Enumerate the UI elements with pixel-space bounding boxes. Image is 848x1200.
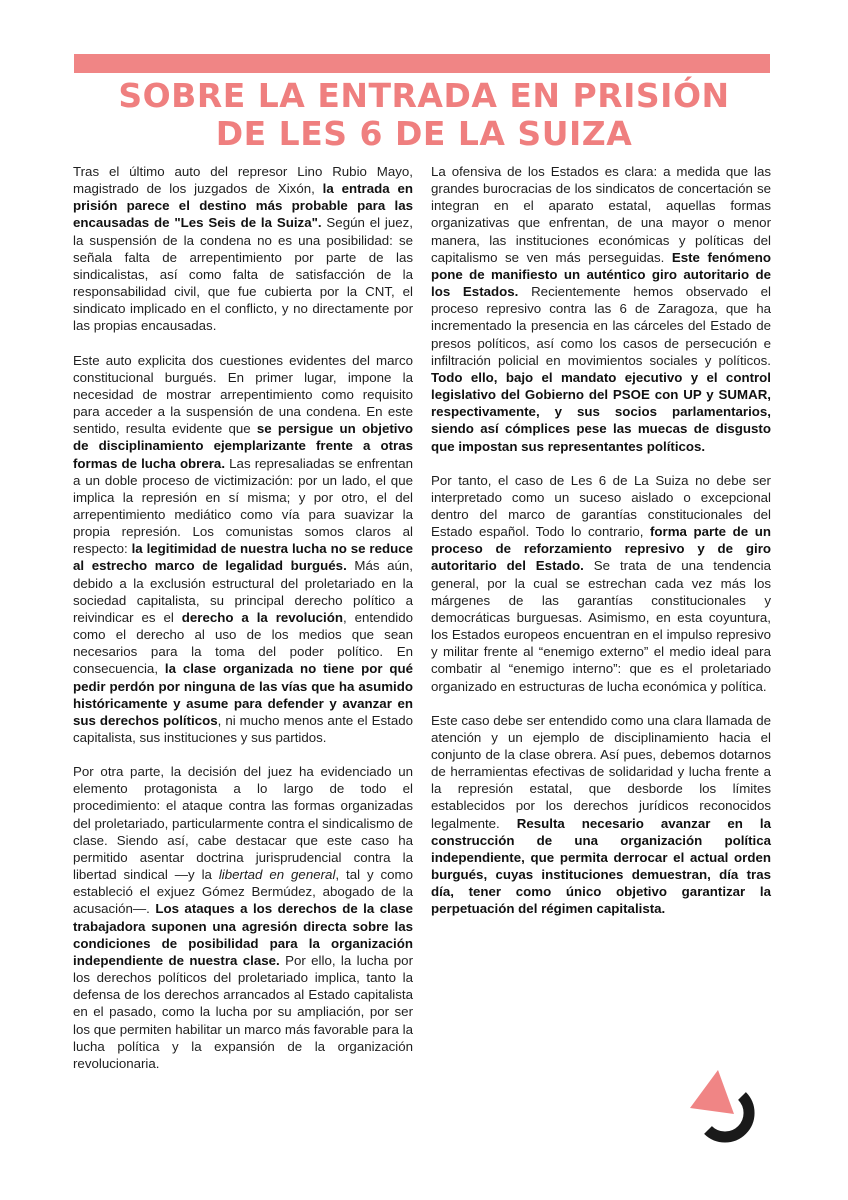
bold-text: derecho a la revolución: [181, 609, 343, 625]
text-run: Este caso debe ser entendido como una clara llamada de atención y un ejemplo de disciplinamiento hacia el conjunto de la clase obrera. Así pues, debemos dotarnos de herramientas efectivas de solidaridad y lucha frente a la represión estatal, que desborde los límites establecidos por los derechos jurídicos reconocidos legalmente.: [431, 712, 771, 831]
paragraph: [73, 352, 413, 747]
text-run: Recientemente hemos observado el proceso represivo contra las 6 de Zaragoza, que ha incrementado la presencia en las cárceles del Estado de presos políticos, así como los casos de persecución e infiltración policial en movimientos sociales y políticos.: [431, 284, 772, 368]
bold-text: Resulta necesario avanzar en la construcción de una organización política independiente, que permita derrocar el actual orden burgués, cuyas instituciones demuestran, día tras día, tener como único objetivo garantizar la perpetuación del régimen capitalista.: [431, 815, 771, 917]
bold-text: Todo ello, bajo el mandato ejecutivo y el control legislativo del Gobierno del PSOE con UP y SUMAR, respectivamente, y sus socios parlamentarios, siendo así cómplices pese las muecas de disgusto que impostan sus representantes políticos.: [431, 369, 771, 454]
title-line-2: DE LES 6 DE LA SUIZA: [215, 114, 633, 153]
italic-text: libertad en general: [218, 867, 336, 883]
text-run: Por tanto, el caso de Les 6 de La Suiza no debe ser interpretado como un suceso aislado o excepcional dentro del marco de garantías constitucionales del Estado español. Todo lo contrario,: [431, 472, 771, 540]
text-run: Por ello, la lucha por los derechos políticos del proletariado implica, tanto la defensa de los derechos arrancados al Estado capitalista en el pasado, como la lucha por su ampliación, por ser los que permiten habilitar un marco más favorable para la lucha política y la expansión de la organización revolucionaria.: [73, 952, 414, 1071]
left-column: [73, 163, 413, 1089]
title-line-1: SOBRE LA ENTRADA EN PRISIÓN: [118, 76, 730, 115]
bold-text: forma parte de un proceso de reforzamiento represivo y de giro autoritario del Estado.: [431, 524, 771, 574]
text-run: Según el juez, la suspensión de la condena no es una posibilidad: se señala falta de arrepentimiento por parte de las sindicalistas, así como falta de satisfacción de la responsabilidad civil, que fue cubierta por la CNT, el sindicato implicado en el conflicto, y no directamente por las propias encausadas.: [73, 215, 413, 334]
text-run: Este auto explicita dos cuestiones evidentes del marco constitucional burgués. En primer lugar, impone la necesidad de mostrar arrepentimiento como requisito para acceder a la suspensión de una condena. En este sentido, resulta evidente que: [73, 352, 413, 437]
bold-text: la legitimidad de nuestra lucha no se reduce al estrecho marco de legalidad burgués.: [73, 541, 414, 574]
top-accent-bar: [74, 54, 770, 73]
text-run: Las represaliadas se enfrentan a un doble proceso de victimización: por un lado, el que implica la represión en sí misma; y por otro, el del arrepentimiento mediático como vía para suavizar la propia represión. Los comunistas somos claros al respecto:: [73, 455, 414, 557]
bold-text: Este fenómeno pone de manifiesto un auténtico giro autoritario de los Estados.: [431, 249, 771, 300]
text-run: Tras el último auto del represor Lino Rubio Mayo, magistrado de los juzgados de Xixón,: [73, 164, 413, 197]
text-run: Más aún, debido a la exclusión estructural del proletariado en la sociedad capitalista, su principal derecho político a reivindicar es el: [73, 558, 413, 625]
right-column: [431, 163, 771, 935]
text-run: , tal y como estableció el exjuez Gómez Bermúdez, abogado de la acusación—.: [73, 867, 413, 917]
paragraph: [431, 163, 771, 455]
bold-text: se persigue un objetivo de disciplinamiento ejemplarizante frente a otras formas de lucha obrera.: [73, 421, 414, 471]
bold-text: la entrada en prisión parece el destino más probable para las encausadas de "Les Seis de la Suiza".: [73, 181, 414, 231]
bold-text: la clase organizada no tiene por qué pedir perdón por ninguna de las vías que ha asumido históricamente y asume para defender y avanzar en sus derechos políticos: [73, 661, 414, 728]
text-run: La ofensiva de los Estados es clara: a medida que las grandes burocracias de los sindicatos de concertación se integran en el aparato estatal, aquellas formas organizativas que enfrentan, de una mayor o menor manera, las instituciones económicas y políticas del capitalismo se ven más perseguidas.: [431, 164, 771, 265]
triangle-ring-logo-icon: [688, 1068, 768, 1148]
bold-text: Los ataques a los derechos de la clase trabajadora suponen una agresión directa sobre las condiciones de posibilidad para la organización independiente de nuestra clase.: [73, 901, 413, 968]
paragraph: [431, 712, 771, 918]
text-run: Por otra parte, la decisión del juez ha evidenciado un elemento protagonista a lo largo de todo el procedimiento: el ataque contra las formas organizadas del proletariado, particularmente contra el sindicalismo de clase. Siendo así, cabe destacar que este caso ha permitido asentar doctrina jurisprudencial contra la libertad sindical —y la: [73, 764, 413, 883]
paragraph: [73, 763, 413, 1072]
text-run: , entendido como el derecho al uso de los medios que sean necesarios para la toma del poder político. En consecuencia,: [73, 609, 413, 677]
text-run: , ni mucho menos ante el Estado capitalista, sus instituciones y sus partidos.: [73, 712, 413, 745]
paragraph: [73, 163, 413, 335]
text-run: Se trata de una tendencia general, por la cual se estrechan cada vez más los márgenes de las garantías constitucionales y democráticas burguesas. Asimismo, en esta coyuntura, los Estados europeos encuentran en el impulso represivo y militar frente al “enemigo externo” el medio ideal para combatir al “enemigo interno”: que es el proletariado organizado en estructuras de lucha económica y política.: [431, 558, 771, 694]
paragraph: [431, 472, 771, 695]
